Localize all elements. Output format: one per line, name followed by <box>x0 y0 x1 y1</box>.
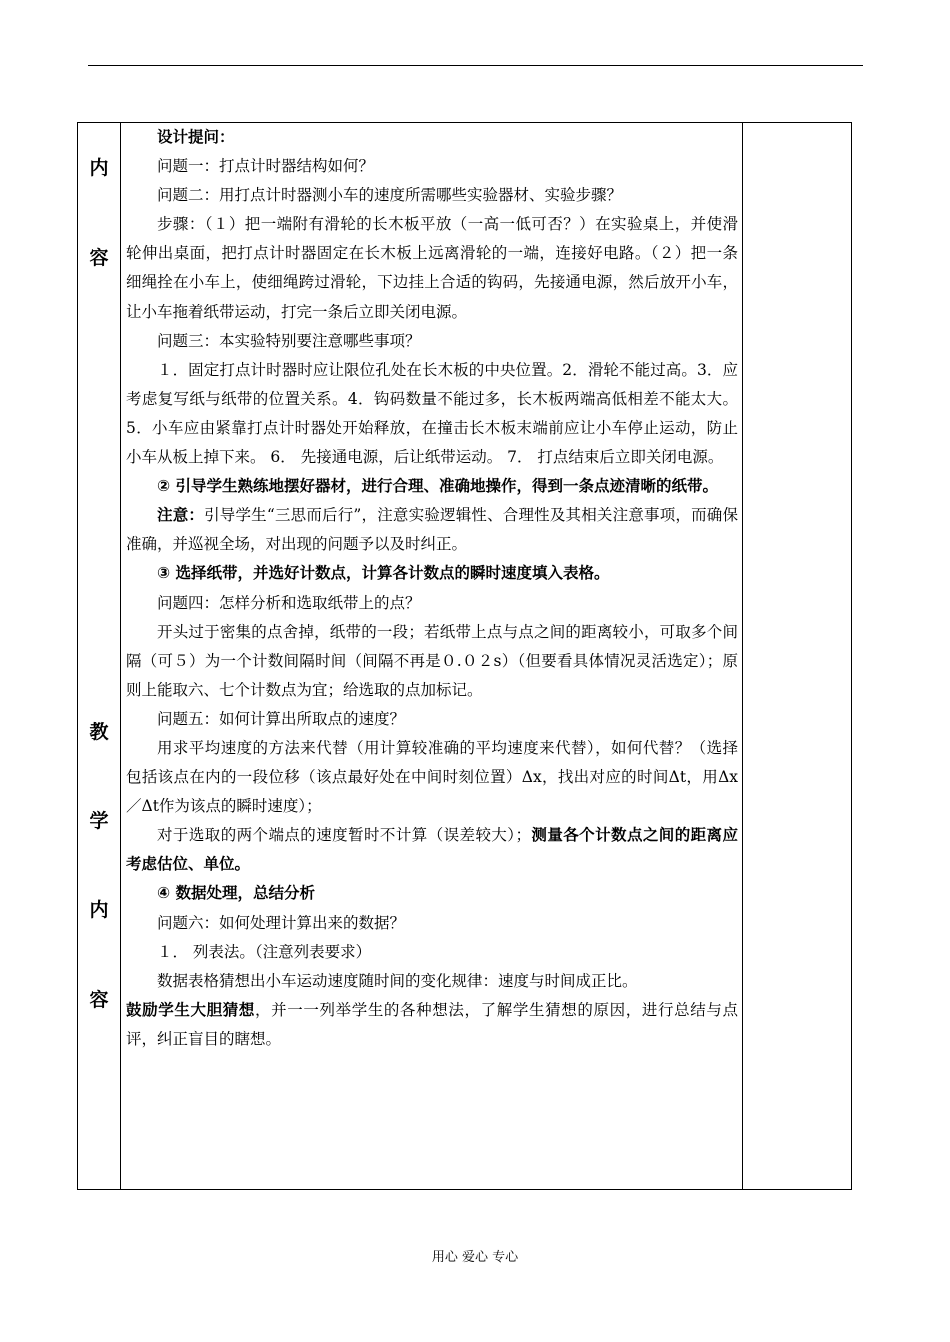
encourage-label: 鼓励学生大胆猜想 <box>126 1000 255 1019</box>
encourage-paragraph <box>126 996 738 1054</box>
side-label-char: 内 <box>89 899 109 921</box>
side-label-char: 内 <box>89 157 109 179</box>
endpoint-paragraph <box>126 821 738 879</box>
section-heading: 设计提问： <box>157 128 235 146</box>
question-6: 问题六：如何处理计算出来的数据？ <box>157 913 406 932</box>
column-divider-right <box>742 123 743 1189</box>
question-4: 问题四：怎样分析和选取纸带上的点？ <box>157 593 421 612</box>
question-3: 问题三：本实验特别要注意哪些事项？ <box>157 331 421 350</box>
steps-paragraph: 步骤：（１）把一端附有滑轮的长木板平放（一高一低可否？）在实验桌上，并使滑轮伸出桌面，把打点计时器固定在长木板上远离滑轮的一端，连接好电路。（２）把一条细绳拴在小车上，使细绳跨过滑轮，下边挂上合适的钩码，先接通电源，然后放开小车，让小车拖着纸带运动，打完一条后立即关闭电源。 <box>126 215 738 321</box>
column-divider-left <box>120 123 121 1189</box>
page-footer: 用心 爱心 专心 <box>431 1250 519 1265</box>
side-label-char: 容 <box>89 989 109 1011</box>
encourage-text: ，并一一列举学生的各种想法，了解学生猜想的原因，进行总结与点评，纠正盲目的瞎想。 <box>126 1000 738 1048</box>
header-rule <box>88 65 863 66</box>
notes-paragraph: １．固定打点计时器时应让限位孔处在长木板的中央位置。2．滑轮不能过高。3．应考虑复写纸与纸带的位置关系。4．钩码数量不能过多，长木板两端高低相差不能太大。5．小车应由紧靠打点计时器处开始释放，在撞击长木板末端前应让小车停止运动，防止小车从板上掉下来。 6． 先接通电源，后让纸带运动。 7． 打点结束后立即关闭电源。 <box>126 360 738 467</box>
question-2: 问题二：用打点计时器测小车的速度所需哪些实验器材、实验步骤？ <box>157 186 623 205</box>
attention-label: 注意： <box>157 506 205 525</box>
endpoint-text: 对于选取的两个端点的速度暂时不计算（误差较大）； <box>157 826 531 845</box>
guide-step-4: ④ 数据处理，总结分析 <box>157 884 316 903</box>
lesson-content <box>126 123 738 1054</box>
side-label-char: 学 <box>89 810 109 832</box>
attention-paragraph <box>126 501 738 559</box>
hypothesis-paragraph: 数据表格猜想出小车运动速度随时间的变化规律：速度与时间成正比。 <box>157 971 638 990</box>
average-velocity-paragraph: 用求平均速度的方法来代替（用计算较准确的平均速度来代替），如何代替？（选择包括该点在内的一段位移（该点最好处在中间时刻位置）Δx，找出对应的时间Δt，用Δx／Δt作为该点的瞬时速度）； <box>126 738 738 816</box>
side-label-char: 教 <box>89 721 109 743</box>
question-1: 问题一：打点计时器结构如何？ <box>157 157 375 176</box>
tabulation-method: １． 列表法。（注意列表要求） <box>157 942 372 961</box>
measurement-note: 测量各个计数点之间的距离应考虑估位、单位。 <box>126 826 738 874</box>
guide-step-3: ③ 选择纸带，并选好计数点，计算各计数点的瞬时速度填入表格。 <box>157 564 610 583</box>
lesson-table <box>77 122 852 1190</box>
question-5: 问题五：如何计算出所取点的速度？ <box>157 709 406 728</box>
attention-text: 引导学生“三思而后行”，注意实验逻辑性、合理性及其相关注意事项，而确保准确，并巡视全场，对出现的问题予以及时纠正。 <box>126 506 738 554</box>
side-label-char: 容 <box>89 247 109 269</box>
guide-step-2: ② 引导学生熟练地摆好器材，进行合理、准确地操作，得到一条点迹清晰的纸带。 <box>157 477 719 496</box>
selection-paragraph: 开头过于密集的点舍掉，纸带的一段；若纸带上点与点之间的距离较小，可取多个间隔（可５）为一个计数间隔时间（间隔不再是０.０２s）（但要看具体情况灵活选定）；原则上能取六、七个计数点为宜；给选取的点加标记。 <box>126 622 738 699</box>
